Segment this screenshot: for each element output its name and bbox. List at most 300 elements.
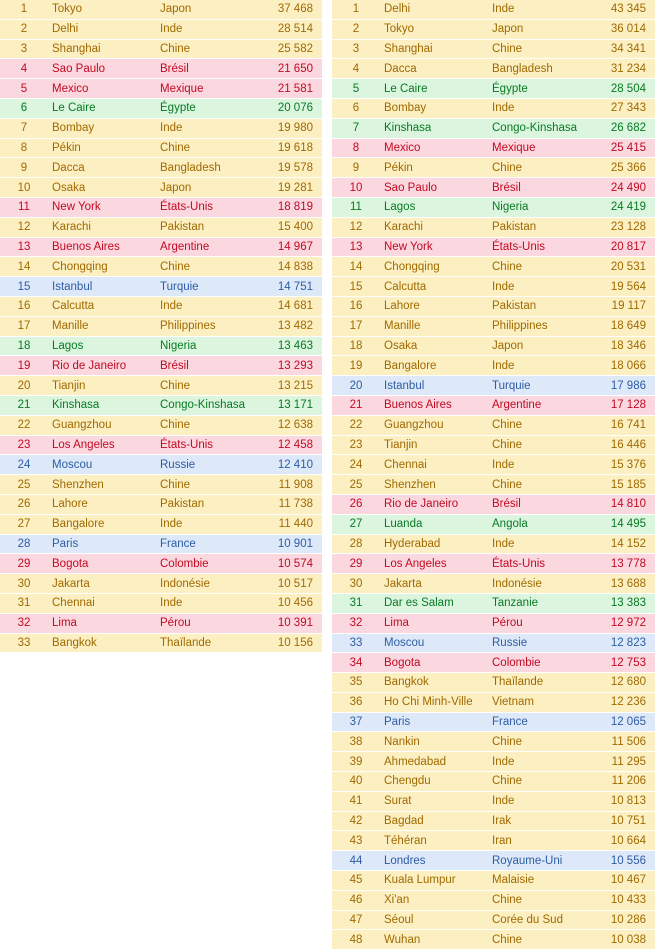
table-row: [332, 217, 655, 237]
country-cell: Inde: [160, 300, 183, 313]
city-cell: Luanda: [384, 518, 423, 531]
country-cell: Chine: [492, 735, 523, 748]
city-cell: Moscou: [52, 458, 93, 471]
population-cell: 15 185: [610, 478, 646, 491]
table-row: [0, 574, 322, 594]
country-cell: Chine: [492, 478, 523, 491]
rank-cell: 6: [20, 102, 28, 115]
country-cell: Japon: [160, 181, 192, 194]
city-cell: Shenzhen: [384, 478, 436, 491]
rank-cell: 27: [17, 518, 31, 531]
right-city-table: [332, 0, 655, 950]
country-cell: Bangladesh: [160, 161, 221, 174]
country-cell: Chine: [160, 419, 191, 432]
table-row: [332, 0, 655, 19]
city-cell: Los Angeles: [384, 557, 447, 570]
city-cell: Surat: [384, 795, 412, 808]
city-cell: Chennai: [384, 458, 427, 471]
population-cell: 23 128: [610, 221, 646, 234]
rank-cell: 13: [349, 240, 363, 253]
population-cell: 14 967: [277, 240, 313, 253]
rank-cell: 14: [17, 260, 31, 273]
country-cell: Brésil: [160, 359, 189, 372]
country-cell: Malaisie: [492, 874, 535, 887]
city-cell: Paris: [52, 537, 79, 550]
table-row: [0, 593, 322, 613]
population-cell: 12 680: [610, 676, 646, 689]
rank-cell: 30: [17, 577, 31, 590]
table-row: [332, 692, 655, 712]
city-cell: Manille: [52, 320, 89, 333]
country-cell: Russie: [160, 458, 196, 471]
population-cell: 19 564: [610, 280, 646, 293]
rank-cell: 22: [17, 419, 31, 432]
rank-cell: 28: [17, 537, 31, 550]
population-cell: 14 751: [277, 280, 313, 293]
city-cell: Sao Paulo: [52, 62, 106, 75]
population-cell: 11 506: [611, 735, 646, 748]
country-cell: Vietnam: [492, 696, 534, 709]
population-cell: 13 463: [277, 339, 313, 352]
city-cell: Ho Chi Minh-Ville: [384, 696, 473, 709]
population-cell: 15 400: [277, 221, 313, 234]
city-cell: Xi'an: [384, 894, 410, 907]
country-cell: Congo-Kinshasa: [492, 122, 578, 135]
table-row: [0, 197, 322, 217]
table-row: [332, 475, 655, 495]
table-row: [332, 118, 655, 138]
table-row: [0, 395, 322, 415]
population-cell: 43 345: [610, 3, 646, 16]
rank-cell: 32: [349, 617, 363, 630]
rank-cell: 20: [349, 379, 363, 392]
rank-cell: 17: [17, 320, 31, 333]
population-cell: 15 376: [610, 458, 646, 471]
table-row: [0, 98, 322, 118]
rank-cell: 18: [17, 339, 31, 352]
table-row: [0, 296, 322, 316]
population-cell: 26 682: [610, 122, 646, 135]
table-row: [332, 851, 655, 871]
rank-cell: 15: [17, 280, 31, 293]
population-cell: 18 346: [610, 339, 646, 352]
table-row: [332, 554, 655, 574]
country-cell: Chine: [160, 379, 191, 392]
city-cell: Karachi: [52, 221, 91, 234]
population-cell: 20 076: [277, 102, 313, 115]
population-cell: 12 458: [277, 438, 313, 451]
table-row: [332, 39, 655, 59]
country-cell: Philippines: [160, 320, 216, 333]
rank-cell: 24: [349, 458, 363, 471]
rank-cell: 42: [349, 815, 363, 828]
population-cell: 36 014: [610, 23, 646, 36]
city-cell: Chennai: [52, 597, 95, 610]
city-cell: Lagos: [384, 201, 416, 214]
table-row: [332, 415, 655, 435]
population-cell: 10 664: [610, 834, 646, 847]
city-cell: Bangkok: [52, 636, 97, 649]
country-cell: Chine: [492, 933, 523, 946]
population-cell: 21 650: [277, 62, 313, 75]
population-cell: 11 738: [278, 498, 313, 511]
city-cell: Bogota: [52, 557, 89, 570]
country-cell: États-Unis: [160, 201, 214, 214]
rank-cell: 25: [349, 478, 363, 491]
population-cell: 19 618: [277, 141, 313, 154]
city-cell: Kinshasa: [52, 399, 100, 412]
city-cell: Bangkok: [384, 676, 429, 689]
city-cell: Bombay: [384, 102, 427, 115]
population-cell: 18 819: [277, 201, 313, 214]
rank-cell: 11: [18, 201, 30, 214]
rank-cell: 19: [17, 359, 31, 372]
table-row: [332, 158, 655, 178]
population-cell: 28 514: [277, 23, 313, 36]
population-cell: 11 440: [278, 518, 313, 531]
rank-cell: 19: [349, 359, 363, 372]
table-row: [0, 455, 322, 475]
rank-cell: 15: [349, 280, 363, 293]
population-cell: 10 556: [610, 854, 646, 867]
table-row: [332, 296, 655, 316]
country-cell: Japon: [492, 339, 524, 352]
rank-cell: 17: [349, 320, 363, 333]
country-cell: Pakistan: [492, 300, 537, 313]
city-cell: Bombay: [52, 122, 95, 135]
country-cell: Colombie: [492, 656, 541, 669]
population-cell: 10 901: [277, 537, 313, 550]
country-cell: Russie: [492, 636, 528, 649]
population-cell: 14 838: [277, 260, 313, 273]
table-row: [0, 79, 322, 99]
city-cell: Kuala Lumpur: [384, 874, 456, 887]
country-cell: Inde: [492, 102, 515, 115]
rank-cell: 45: [349, 874, 363, 887]
population-cell: 10 391: [277, 617, 313, 630]
table-row: [0, 59, 322, 79]
left-table-body: [0, 0, 322, 653]
table-row: [332, 791, 655, 811]
population-cell: 13 383: [610, 597, 646, 610]
country-cell: Égypte: [160, 102, 196, 115]
rank-cell: 37: [349, 716, 363, 729]
country-cell: Turquie: [492, 379, 531, 392]
population-cell: 28 504: [610, 82, 646, 95]
city-cell: Ahmedabad: [384, 755, 447, 768]
city-cell: Los Angeles: [52, 438, 115, 451]
population-cell: 13 778: [610, 557, 646, 570]
country-cell: Brésil: [492, 181, 521, 194]
city-cell: Rio de Janeiro: [384, 498, 459, 511]
city-cell: Guangzhou: [52, 419, 112, 432]
population-cell: 14 681: [277, 300, 313, 313]
population-cell: 10 574: [277, 557, 313, 570]
population-cell: 12 972: [610, 617, 646, 630]
population-cell: 34 341: [610, 42, 646, 55]
table-row: [332, 237, 655, 257]
city-cell: Jakarta: [384, 577, 422, 590]
country-cell: Inde: [160, 122, 183, 135]
table-row: [332, 752, 655, 772]
table-row: [332, 435, 655, 455]
city-cell: Bagdad: [384, 815, 424, 828]
city-cell: Moscou: [384, 636, 425, 649]
rank-cell: 23: [349, 438, 363, 451]
city-cell: Delhi: [384, 3, 411, 16]
table-row: [0, 277, 322, 297]
population-cell: 18 649: [610, 320, 646, 333]
rank-cell: 23: [17, 438, 31, 451]
population-cell: 12 410: [277, 458, 313, 471]
population-cell: 24 419: [610, 201, 646, 214]
city-cell: Istanbul: [52, 280, 93, 293]
left-city-table: [0, 0, 322, 653]
city-cell: Bangalore: [52, 518, 105, 531]
population-cell: 19 980: [277, 122, 313, 135]
city-cell: Bogota: [384, 656, 421, 669]
city-cell: Nankin: [384, 735, 420, 748]
table-row: [0, 534, 322, 554]
rank-cell: 31: [17, 597, 31, 610]
country-cell: Chine: [492, 775, 523, 788]
city-cell: Chongqing: [384, 260, 440, 273]
rank-cell: 40: [349, 775, 363, 788]
table-row: [332, 356, 655, 376]
table-row: [0, 0, 322, 19]
city-cell: Wuhan: [384, 933, 421, 946]
population-cell: 10 456: [277, 597, 313, 610]
table-row: [332, 772, 655, 792]
rank-cell: 31: [349, 597, 363, 610]
country-cell: Japon: [160, 3, 192, 16]
table-row: [0, 494, 322, 514]
rank-cell: 44: [349, 854, 363, 867]
country-cell: Pérou: [160, 617, 191, 630]
table-row: [0, 633, 322, 653]
table-row: [332, 277, 655, 297]
country-cell: Mexique: [492, 141, 536, 154]
table-row: [0, 217, 322, 237]
city-cell: Chongqing: [52, 260, 108, 273]
city-cell: Hyderabad: [384, 537, 441, 550]
rank-cell: 2: [20, 23, 28, 36]
city-cell: Tokyo: [52, 3, 83, 16]
rank-cell: 32: [17, 617, 31, 630]
table-row: [332, 494, 655, 514]
country-cell: Nigeria: [492, 201, 529, 214]
country-cell: Chine: [492, 42, 523, 55]
table-row: [332, 455, 655, 475]
rank-cell: 7: [352, 122, 360, 135]
population-cell: 18 066: [610, 359, 646, 372]
population-cell: 12 065: [610, 716, 646, 729]
rank-cell: 26: [349, 498, 363, 511]
population-cell: 17 986: [610, 379, 646, 392]
rank-cell: 35: [349, 676, 363, 689]
table-row: [332, 376, 655, 396]
population-cell: 13 482: [277, 320, 313, 333]
city-cell: Lahore: [384, 300, 420, 313]
country-cell: Inde: [160, 597, 183, 610]
table-row: [332, 257, 655, 277]
rank-cell: 22: [349, 419, 363, 432]
rank-cell: 43: [349, 834, 363, 847]
city-cell: Dacca: [52, 161, 85, 174]
table-row: [0, 138, 322, 158]
country-cell: France: [492, 716, 528, 729]
rank-cell: 34: [349, 656, 363, 669]
city-cell: Dar es Salam: [384, 597, 454, 610]
table-row: [0, 39, 322, 59]
table-row: [0, 158, 322, 178]
population-cell: 11 206: [611, 775, 646, 788]
rank-cell: 4: [20, 62, 28, 75]
city-cell: Lima: [384, 617, 409, 630]
country-cell: Mexique: [160, 82, 204, 95]
city-cell: Jakarta: [52, 577, 90, 590]
city-cell: Téhéran: [384, 834, 427, 847]
rank-cell: 33: [349, 636, 363, 649]
rank-cell: 33: [17, 636, 31, 649]
table-row: [0, 237, 322, 257]
table-row: [332, 673, 655, 693]
population-cell: 10 751: [610, 815, 646, 828]
city-cell: Delhi: [52, 23, 79, 36]
rank-cell: 5: [352, 82, 360, 95]
rank-cell: 21: [349, 399, 363, 412]
rank-cell: 39: [349, 755, 363, 768]
rank-cell: 9: [20, 161, 28, 174]
country-cell: États-Unis: [160, 438, 214, 451]
city-cell: Shanghai: [384, 42, 433, 55]
population-cell: 24 490: [610, 181, 646, 194]
country-cell: Inde: [492, 359, 515, 372]
population-cell: 17 128: [610, 399, 646, 412]
table-row: [0, 257, 322, 277]
rank-cell: 3: [352, 42, 360, 55]
population-cell: 19 578: [277, 161, 313, 174]
table-row: [0, 514, 322, 534]
rank-cell: 46: [349, 894, 363, 907]
city-cell: Séoul: [384, 914, 414, 927]
country-cell: Colombie: [160, 557, 209, 570]
table-row: [0, 118, 322, 138]
city-cell: Rio de Janeiro: [52, 359, 127, 372]
table-row: [332, 514, 655, 534]
table-row: [0, 554, 322, 574]
population-cell: 14 495: [610, 518, 646, 531]
table-row: [332, 395, 655, 415]
city-cell: Calcutta: [52, 300, 95, 313]
city-cell: Le Caire: [52, 102, 96, 115]
country-cell: Pakistan: [492, 221, 537, 234]
rank-cell: 9: [352, 161, 360, 174]
city-cell: Mexico: [52, 82, 89, 95]
table-row: [0, 178, 322, 198]
table-row: [332, 831, 655, 851]
country-cell: Philippines: [492, 320, 548, 333]
city-cell: Tianjin: [52, 379, 86, 392]
rank-cell: 4: [352, 62, 360, 75]
city-cell: Sao Paulo: [384, 181, 438, 194]
population-cell: 10 433: [610, 894, 646, 907]
rank-cell: 10: [349, 181, 363, 194]
rank-cell: 1: [20, 3, 28, 16]
table-row: [332, 871, 655, 891]
city-cell: Calcutta: [384, 280, 427, 293]
city-cell: Chengdu: [384, 775, 431, 788]
rank-cell: 30: [349, 577, 363, 590]
country-cell: Irak: [492, 815, 512, 828]
city-cell: Pékin: [52, 141, 81, 154]
population-cell: 20 531: [610, 260, 646, 273]
rank-cell: 27: [349, 518, 363, 531]
country-cell: Corée du Sud: [492, 914, 563, 927]
rank-cell: 14: [349, 260, 363, 273]
country-cell: Chine: [160, 478, 191, 491]
population-cell: 16 446: [610, 438, 646, 451]
country-cell: Tanzanie: [492, 597, 539, 610]
country-cell: Argentine: [160, 240, 210, 253]
city-cell: Buenos Aires: [384, 399, 452, 412]
table-row: [0, 336, 322, 356]
city-cell: Dacca: [384, 62, 417, 75]
table-row: [332, 79, 655, 99]
rank-cell: 2: [352, 23, 360, 36]
table-row: [332, 633, 655, 653]
country-cell: Inde: [160, 518, 183, 531]
city-cell: Pékin: [384, 161, 413, 174]
table-row: [0, 376, 322, 396]
country-cell: Inde: [492, 3, 515, 16]
country-cell: Brésil: [160, 62, 189, 75]
population-cell: 19 117: [611, 300, 646, 313]
country-cell: Japon: [492, 23, 524, 36]
city-cell: Buenos Aires: [52, 240, 120, 253]
right-table-body: [332, 0, 655, 950]
table-row: [0, 415, 322, 435]
country-cell: Chine: [492, 260, 523, 273]
rank-cell: 12: [349, 221, 363, 234]
rank-cell: 48: [349, 933, 363, 946]
table-row: [332, 197, 655, 217]
rank-cell: 36: [349, 696, 363, 709]
country-cell: Thaïlande: [160, 636, 212, 649]
rank-cell: 29: [349, 557, 363, 570]
country-cell: Bangladesh: [492, 62, 553, 75]
table-row: [332, 732, 655, 752]
population-cell: 10 038: [610, 933, 646, 946]
country-cell: Congo-Kinshasa: [160, 399, 246, 412]
city-cell: Kinshasa: [384, 122, 432, 135]
rank-cell: 8: [352, 141, 360, 154]
country-cell: Chine: [492, 894, 523, 907]
population-cell: 10 813: [610, 795, 646, 808]
country-cell: États-Unis: [492, 240, 546, 253]
table-row: [0, 435, 322, 455]
country-cell: Chine: [160, 42, 191, 55]
table-row: [332, 890, 655, 910]
country-cell: Angola: [492, 518, 528, 531]
rank-cell: 8: [20, 141, 28, 154]
city-cell: Lahore: [52, 498, 88, 511]
rank-cell: 41: [349, 795, 363, 808]
country-cell: Iran: [492, 834, 512, 847]
country-cell: États-Unis: [492, 557, 546, 570]
population-cell: 25 415: [610, 141, 646, 154]
population-cell: 27 343: [610, 102, 646, 115]
